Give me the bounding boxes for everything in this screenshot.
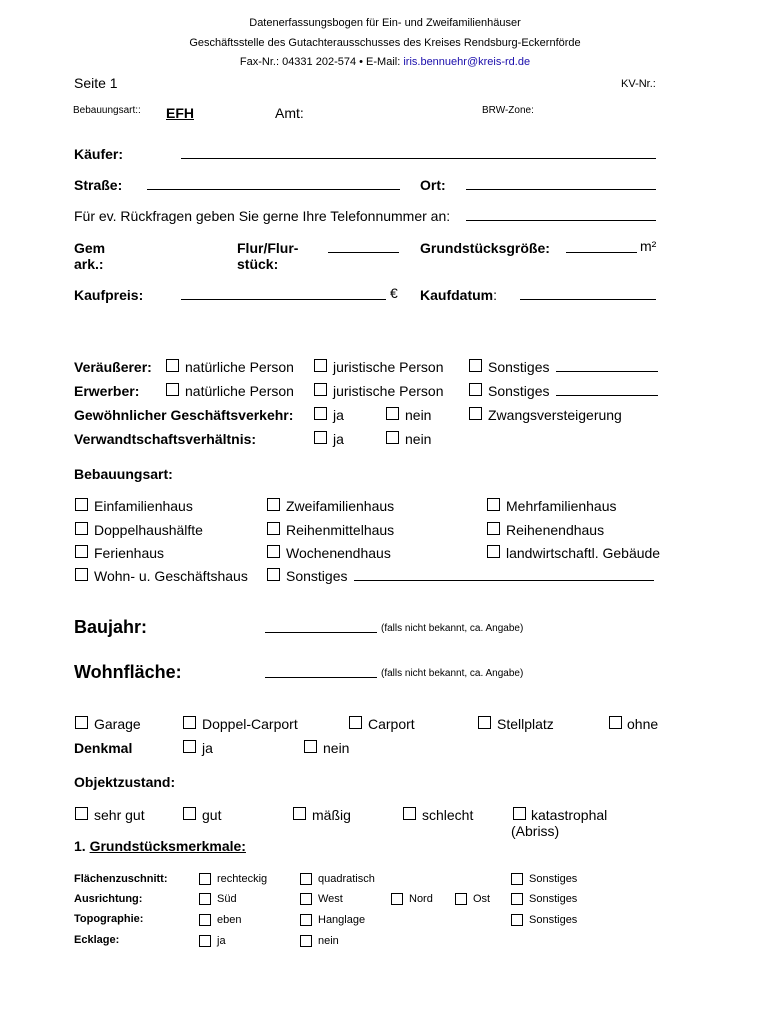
bebauung-sonstiges-checkbox[interactable] xyxy=(267,568,280,581)
hanglage-label: Hanglage xyxy=(318,914,366,926)
sehr-gut-label: sehr gut xyxy=(94,807,145,823)
wohnflaeche-label: Wohnfläche: xyxy=(74,662,182,682)
denkmal-ja-checkbox[interactable] xyxy=(183,740,196,753)
quadratisch-checkbox[interactable] xyxy=(300,873,312,885)
objektzustand-title: Objektzustand: xyxy=(74,774,176,790)
nord-checkbox[interactable] xyxy=(391,893,403,905)
doppelhaushaelfte-checkbox[interactable] xyxy=(75,522,88,535)
page-number: Seite 1 xyxy=(74,75,118,91)
bebauungsart-top-value: EFH xyxy=(166,105,194,121)
erwerber-natuerlich-checkbox[interactable] xyxy=(166,383,179,396)
gut-label: gut xyxy=(202,807,222,823)
mehrfamilienhaus-label: Mehrfamilienhaus xyxy=(506,498,617,514)
mehrfamilienhaus-checkbox[interactable] xyxy=(487,498,500,511)
sued-label: Süd xyxy=(217,893,237,905)
stellplatz-checkbox[interactable] xyxy=(478,716,491,729)
erwerber-sonstiges-checkbox[interactable] xyxy=(469,383,482,396)
erwerber-juristisch-label: juristische Person xyxy=(333,383,444,399)
email-link[interactable]: iris.bennuehr@kreis-rd.de xyxy=(403,56,531,68)
veraeusserer-label: Veräußerer: xyxy=(74,359,152,375)
kaeufer-label: Käufer: xyxy=(74,146,124,162)
ecklage-ja-label: ja xyxy=(217,935,226,947)
wohnflaeche-hint: (falls nicht bekannt, ca. Angabe) xyxy=(381,668,524,679)
carport-checkbox[interactable] xyxy=(349,716,362,729)
einfamilienhaus-label: Einfamilienhaus xyxy=(94,498,193,514)
kv-label: KV-Nr.: xyxy=(621,78,656,90)
topographie-sonstiges-checkbox[interactable] xyxy=(511,914,523,926)
garage-label: Garage xyxy=(94,716,141,732)
baujahr-hint: (falls nicht bekannt, ca. Angabe) xyxy=(381,623,524,634)
flur-label-2: stück: xyxy=(237,256,279,272)
bebauung-sonstiges-field[interactable] xyxy=(354,580,654,581)
m2-unit: m² xyxy=(640,238,657,254)
ausrichtung-label: Ausrichtung: xyxy=(74,893,143,905)
veraeusserer-natuerlich-label: natürliche Person xyxy=(185,359,294,375)
baujahr-field[interactable] xyxy=(265,632,377,633)
section-number: 1. xyxy=(74,838,90,854)
ferienhaus-checkbox[interactable] xyxy=(75,545,88,558)
header-title: Datenerfassungsbogen für Ein- und Zweifamilienhäuser xyxy=(249,17,521,29)
reihenmittelhaus-label: Reihenmittelhaus xyxy=(286,522,395,538)
schlecht-checkbox[interactable] xyxy=(403,807,416,820)
reihenendhaus-label: Reihenendhaus xyxy=(506,522,605,538)
katastrophal-label: katastrophal xyxy=(531,807,608,823)
abriss-label: (Abriss) xyxy=(511,823,560,839)
sued-checkbox[interactable] xyxy=(199,893,211,905)
baujahr-label: Baujahr: xyxy=(74,617,148,637)
verwandtschaft-ja-checkbox[interactable] xyxy=(314,431,327,444)
veraeusserer-sonstiges-label: Sonstiges xyxy=(488,359,550,375)
rechteckig-checkbox[interactable] xyxy=(199,873,211,885)
gemarkung-label-2: ark.: xyxy=(74,256,104,272)
veraeusserer-natuerlich-checkbox[interactable] xyxy=(166,359,179,372)
veraeusserer-sonstiges-checkbox[interactable] xyxy=(469,359,482,372)
flaeche-sonstiges-checkbox[interactable] xyxy=(511,873,523,885)
erwerber-natuerlich-label: natürliche Person xyxy=(185,383,294,399)
erwerber-label: Erwerber: xyxy=(74,383,140,399)
denkmal-ja-label: ja xyxy=(202,740,213,756)
strasse-field[interactable] xyxy=(147,189,400,190)
doppelhaushaelfte-label: Doppelhaushälfte xyxy=(94,522,203,538)
erwerber-sonstiges-label: Sonstiges xyxy=(488,383,550,399)
stellplatz-label: Stellplatz xyxy=(497,716,554,732)
verwandtschaft-label: Verwandtschaftsverhältnis: xyxy=(74,431,257,447)
strasse-label: Straße: xyxy=(74,177,123,193)
kaufdatum-text: Kaufdatum xyxy=(420,287,494,303)
ort-field[interactable] xyxy=(466,189,656,190)
telefon-field[interactable] xyxy=(466,220,656,221)
topographie-label: Topographie: xyxy=(74,913,144,925)
reihenendhaus-checkbox[interactable] xyxy=(487,522,500,535)
eben-checkbox[interactable] xyxy=(199,914,211,926)
bebauungsart-title: Bebauungsart: xyxy=(74,466,173,482)
west-checkbox[interactable] xyxy=(300,893,312,905)
kaufdatum-label: Kaufdatum: xyxy=(420,287,498,303)
ohne-checkbox[interactable] xyxy=(609,716,622,729)
verwandtschaft-ja-label: ja xyxy=(333,431,344,447)
reihenmittelhaus-checkbox[interactable] xyxy=(267,522,280,535)
grundstuecksmerkmale-title xyxy=(74,838,246,854)
ecklage-label: Ecklage: xyxy=(74,934,120,946)
nord-label: Nord xyxy=(409,893,433,905)
grundstuecksgroesse-field[interactable] xyxy=(566,252,637,253)
maessig-label: mäßig xyxy=(312,807,351,823)
sehr-gut-checkbox[interactable] xyxy=(75,807,88,820)
flur-field[interactable] xyxy=(328,252,399,253)
garage-checkbox[interactable] xyxy=(75,716,88,729)
telefon-label: Für ev. Rückfragen geben Sie gerne Ihre Telefonnummer an: xyxy=(74,208,451,224)
bebauung-sonstiges-label: Sonstiges xyxy=(286,568,348,584)
schlecht-label: schlecht xyxy=(422,807,474,823)
denkmal-nein-label: nein xyxy=(323,740,350,756)
katastrophal-checkbox[interactable] xyxy=(513,807,526,820)
verwandtschaft-nein-checkbox[interactable] xyxy=(386,431,399,444)
carport-label: Carport xyxy=(368,716,415,732)
wohnflaeche-field[interactable] xyxy=(265,677,377,678)
quadratisch-label: quadratisch xyxy=(318,873,375,885)
ort-label: Ort: xyxy=(420,177,446,193)
geschaeftsverkehr-ja-label: ja xyxy=(333,407,344,423)
euro-unit: € xyxy=(390,285,398,301)
gemarkung-label-1: Gem xyxy=(74,240,106,256)
flaechenzuschnitt-label: Flächenzuschnitt: xyxy=(74,873,168,885)
wohn-geschaeftshaus-label: Wohn- u. Geschäftshaus xyxy=(94,568,248,584)
ecklage-nein-label: nein xyxy=(318,935,339,947)
erwerber-juristisch-checkbox[interactable] xyxy=(314,383,327,396)
zweifamilienhaus-checkbox[interactable] xyxy=(267,498,280,511)
landwirtschaftl-gebaeude-checkbox[interactable] xyxy=(487,545,500,558)
ferienhaus-label: Ferienhaus xyxy=(94,545,165,561)
flaeche-sonstiges-label: Sonstiges xyxy=(529,873,578,885)
geschaeftsverkehr-nein-label: nein xyxy=(405,407,432,423)
landwirtschaftl-gebaeude-label: landwirtschaftl. Gebäude xyxy=(506,545,661,561)
kaufpreis-field[interactable] xyxy=(181,299,386,300)
verwandtschaft-nein-label: nein xyxy=(405,431,432,447)
hanglage-checkbox[interactable] xyxy=(300,914,312,926)
ost-label: Ost xyxy=(473,893,491,905)
gut-checkbox[interactable] xyxy=(183,807,196,820)
einfamilienhaus-checkbox[interactable] xyxy=(75,498,88,511)
eben-label: eben xyxy=(217,914,242,926)
veraeusserer-juristisch-label: juristische Person xyxy=(333,359,444,375)
zwangsversteigerung-checkbox[interactable] xyxy=(469,407,482,420)
geschaeftsverkehr-nein-checkbox[interactable] xyxy=(386,407,399,420)
fax-text: Fax-Nr.: 04331 202-574 • E-Mail: xyxy=(239,56,404,68)
section-title: Grundstücksmerkmale: xyxy=(89,838,246,854)
flur-label-1: Flur/Flur- xyxy=(237,240,299,256)
zweifamilienhaus-label: Zweifamilienhaus xyxy=(286,498,395,514)
doppel-carport-label: Doppel-Carport xyxy=(202,716,298,732)
veraeusserer-sonstiges-field[interactable] xyxy=(556,371,658,372)
bebauungsart-top-label: Bebauungsart:: xyxy=(73,105,141,116)
geschaeftsverkehr-label: Gewöhnlicher Geschäftsverkehr: xyxy=(74,407,294,423)
rechteckig-label: rechteckig xyxy=(217,873,268,885)
amt-label: Amt: xyxy=(275,105,304,121)
header-office: Geschäftsstelle des Gutachterausschusses des Kreises Rendsburg-Eckernförde xyxy=(189,37,581,49)
zwangsversteigerung-label: Zwangsversteigerung xyxy=(488,407,622,423)
wochenendhaus-checkbox[interactable] xyxy=(267,545,280,558)
kaufdatum-field[interactable] xyxy=(520,299,656,300)
header-contact xyxy=(0,56,770,68)
topographie-sonstiges-label: Sonstiges xyxy=(529,914,578,926)
doppel-carport-checkbox[interactable] xyxy=(183,716,196,729)
ecklage-ja-checkbox[interactable] xyxy=(199,935,211,947)
denkmal-label: Denkmal xyxy=(74,740,133,756)
brw-zone-label: BRW-Zone: xyxy=(482,105,534,116)
wochenendhaus-label: Wochenendhaus xyxy=(286,545,391,561)
grundstuecksgroesse-label: Grundstücksgröße: xyxy=(420,240,550,256)
ausrichtung-sonstiges-checkbox[interactable] xyxy=(511,893,523,905)
erwerber-sonstiges-field[interactable] xyxy=(556,395,658,396)
kaufpreis-label: Kaufpreis: xyxy=(74,287,144,303)
veraeusserer-juristisch-checkbox[interactable] xyxy=(314,359,327,372)
ausrichtung-sonstiges-label: Sonstiges xyxy=(529,893,578,905)
geschaeftsverkehr-ja-checkbox[interactable] xyxy=(314,407,327,420)
west-label: West xyxy=(318,893,343,905)
ecklage-nein-checkbox[interactable] xyxy=(300,935,312,947)
wohn-geschaeftshaus-checkbox[interactable] xyxy=(75,568,88,581)
denkmal-nein-checkbox[interactable] xyxy=(304,740,317,753)
ost-checkbox[interactable] xyxy=(455,893,467,905)
kaeufer-field[interactable] xyxy=(181,158,656,159)
maessig-checkbox[interactable] xyxy=(293,807,306,820)
ohne-label: ohne xyxy=(627,716,659,732)
